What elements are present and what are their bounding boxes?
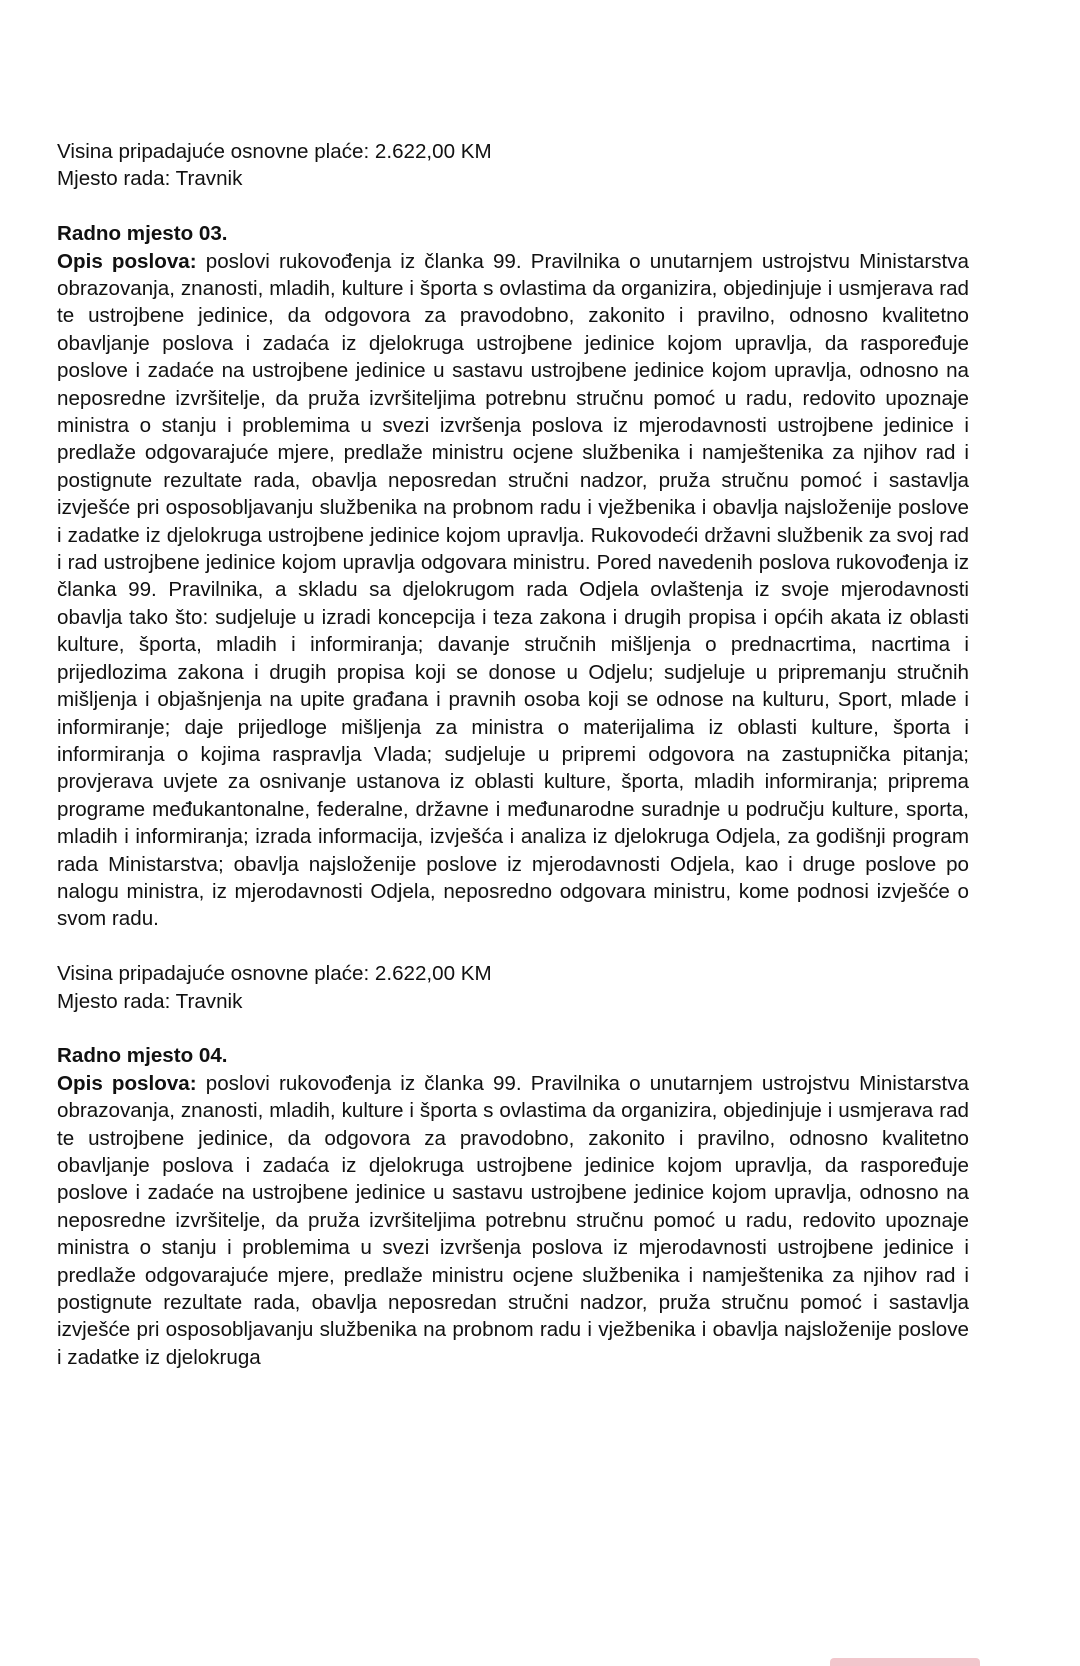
desc-label-04: Opis poslova: bbox=[57, 1071, 197, 1095]
location-line-02: Mjesto rada: Travnik bbox=[57, 167, 243, 191]
desc-label-03: Opis poslova: bbox=[57, 249, 197, 273]
document-page bbox=[57, 138, 969, 1371]
pay-line-03: Visina pripadajuće osnovne plaće: 2.622,00 KM bbox=[57, 962, 492, 986]
page-edge-mark bbox=[830, 1658, 980, 1666]
desc-text-04: poslovi rukovođenja iz članka 99. Pravilnika o unutarnjem ustrojstvu Ministarstva obrazovanja, znanosti, mladih, kulture i športa s ovlastima da organizira, objedinjuje i usmjerava rad te ustrojbene jedinice, da odgovora za pravodobno, zakonito i pravilno, odnosno kvalitetno obavljanje poslova i zadaća iz djelokruga ustrojbene jedinice kojom upravlja, da raspoređuje poslove i zadaće na ustrojbene jedinice u sastavu ustrojbene jedinice kojom upravlja, odnosno na neposredne izvršitelje, da pruža izvršiteljima potrebnu stručnu pomoć u radu, redovito upoznaje ministra o stanju i problemima u svezi izvršenja poslova iz mjerodavnosti ustrojbene jedinice i predlaže odgovarajuće mjere, predlaže ministru ocjene službenika i namještenika za njihov rad i postignute rezultate rada, obavlja neposredan stručni nadzor, pruža stručnu pomoć i sastavlja izvješće pri osposobljavanju službenika na probnom radu i vježbenika i obavlja najsloženije poslove i zadatke iz djelokruga bbox=[57, 1071, 969, 1369]
spacer bbox=[57, 933, 969, 960]
pay-line-02: Visina pripadajuće osnovne plaće: 2.622,00 KM bbox=[57, 140, 492, 163]
section-title-03: Radno mjesto 03. bbox=[57, 222, 228, 246]
desc-text-03: poslovi rukovođenja iz članka 99. Pravilnika o unutarnjem ustrojstvu Ministarstva obrazovanja, znanosti, mladih, kulture i športa s ovlastima da organizira, objedinjuje i usmjerava rad te ustrojbene jedinice, da odgovora za pravodobno, zakonito i pravilno, odnosno kvalitetno obavljanje poslova i zadaća iz djelokruga ustrojbene jedinice kojom upravlja, da raspoređuje poslove i zadaće na ustrojbene jedinice u sastavu ustrojbene jedinice kojom upravlja, odnosno na neposredne izvršitelje, da pruža izvršiteljima potrebnu stručnu pomoć u radu, redovito upoznaje ministra o stanju i problemima u svezi izvršenja poslova iz mjerodavnosti ustrojbene jedinice i predlaže odgovarajuće mjere, predlaže ministru ocjene službenika i namještenika za njihov rad i postignute rezultate rada, obavlja neposredan stručni nadzor, pruža stručnu pomoć i sastavlja izvješće pri osposobljavanju službenika na probnom radu i vježbenika i obavlja najsloženije poslove i zadatke iz djelokruga ustrojbene jedinice kojom upravlja. Rukovodeći državni službenik za svoj rad i rad ustrojbene jedinice kojom upravlja odgovara ministru. Pored navedenih poslova rukovođenja iz članka 99. Pravilnika, a skladu sa djelokrugom rada Odjela ovlaštenja iz svoje mjerodavnosti obavlja tako što: sudjeluje u izradi koncepcija i teza zakona i drugih propisa i općih akata iz oblasti kulture, športa, mladih i informiranja; davanje stručnih mišljenja o prednacrtima, nacrtima i prijedlozima zakona i drugih propisa koji se donose u Odjelu; sudjeluje u pripremanju stručnih mišljenja i objašnjenja na upite građana i pravnih osoba koji se odnose na kulturu, Sport, mlade i informiranje; daje prijedloge mišljenja za ministra o materijalima iz oblasti kulture, športa i informiranja o kojima raspravlja Vlada; sudjeluje u pripremi odgovora na zastupnička pitanja; provjerava uvjete za osnivanje ustanova iz oblasti kulture, športa, mladih informiranja; priprema programe međukantonalne, federalne, državne i međunarodne suradnje u području kulture, sporta, mladih i informiranja; izrada informacija, izvješća i analiza iz djelokruga Odjela, za godišnji program rada Ministarstva; obavlja najsloženije poslove iz mjerodavnosti Odjela, kao i druge poslove po nalogu ministra, iz mjerodavnosti Odjela, neposredno odgovara ministru, kome podnosi izvješće o svom radu. bbox=[57, 249, 969, 931]
section-title-04: Radno mjesto 04. bbox=[57, 1044, 228, 1068]
spacer bbox=[57, 1015, 969, 1042]
spacer bbox=[57, 193, 969, 220]
location-line-03: Mjesto rada: Travnik bbox=[57, 989, 243, 1013]
job-description-03 bbox=[57, 248, 969, 933]
job-description-04 bbox=[57, 1070, 969, 1371]
